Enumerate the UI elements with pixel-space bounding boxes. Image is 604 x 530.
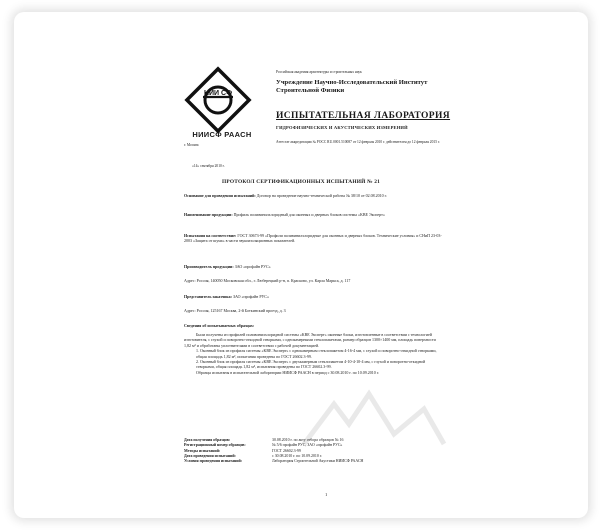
protocol-title: ПРОТОКОЛ СЕРТИФИКАЦИОННЫХ ИСПЫТАНИЙ № 21 xyxy=(222,179,381,185)
basis-label: Основание для проведения испытаний: xyxy=(184,193,256,198)
institute-name: Учреждение Научно-Исследовательский Институт Строительной Физики xyxy=(276,79,428,94)
table-key: Регистрационный номер образцов: xyxy=(184,443,246,448)
product-text: Профиль поливинилхлоридный для оконных и дверных блоков системы «KBE Эксперт» xyxy=(233,212,385,217)
paragraph-customer-address: Адрес: Россия, 125167 Москва, 2-й Боткинский проезд, д. 3 xyxy=(184,308,286,313)
samples-label: Сведения об испытываемых образцах: xyxy=(184,323,255,328)
customer-label: Представитель заказчика: xyxy=(184,294,232,299)
logo-org-name: НИИСФ РААСН xyxy=(192,130,252,139)
standard-label: Испытания на соответствие: xyxy=(184,233,237,238)
table-key: Методы испытаний: xyxy=(184,448,221,453)
manufacturer-label: Производитель продукции: xyxy=(184,264,234,269)
document-sheet xyxy=(14,12,588,518)
paragraph-customer xyxy=(184,294,442,299)
manufacturer-text: ЗАО «профайн РУС» xyxy=(234,264,271,269)
table-key: Условия проведения испытаний: xyxy=(184,459,243,464)
samples-text: Были получены из профилей поливинилхлоридной системы «KBE Эксперт» оконные блоки, изготовленные в соответствии с технологией изготовителя, с глухой и поворотно-откидной створками, с однокамерными стеклопакетами, размер образцов 1300×1400 мм, площадь поверхности 1,82 м² и обработаны уплотнителями в соответствии с рабочей документацией. xyxy=(184,332,436,348)
protocol-date: «14» сентября 2010 г. xyxy=(192,164,225,168)
logo-initials: НИИ СФ xyxy=(203,90,233,97)
sample-item-2: 2. Оконный блок из профиля системы «KBE Эксперт» с двухкамерным стеклопакетом 4-10-4-10-4 мм, с глухой и поворотно-откидной створками, общая площадь 1,82 м², испытания проведены по ГОСТ 26602.3-99. xyxy=(196,359,426,370)
paragraph-manufacturer xyxy=(184,264,442,269)
paragraph-samples-label xyxy=(184,323,442,328)
paragraph-manufacturer-address: Адрес: Россия, 140050 Московская обл., г. Люберецкий р-н, п. Красково, ул. Карла Маркса, д. 117 xyxy=(184,278,351,283)
org-top-line: Российская академия архитектуры и строительных наук xyxy=(276,70,362,74)
institute-logo-icon xyxy=(184,66,252,134)
paragraph-samples xyxy=(184,332,442,375)
sample-info-table xyxy=(184,438,442,464)
samples-tested-text: Образцы испытаны в испытательной лаборатории НИИСФ РААСН в период с 30.08.2010 г. по 10.09.2010 г. xyxy=(196,369,379,375)
product-label: Наименование продукции: xyxy=(184,212,233,217)
paragraph-standard xyxy=(184,233,442,244)
table-row xyxy=(184,459,442,464)
lab-title: ИСПЫТАТЕЛЬНАЯ ЛАБОРАТОРИЯ xyxy=(276,111,451,121)
paragraph-product xyxy=(184,212,442,217)
city: г. Москва xyxy=(184,143,199,147)
table-value: № 5/6 профайн РУС, ЗАО «профайн РУС» xyxy=(272,443,343,448)
table-value: 30.08.2010 г. по акту отбора образцов № 16 xyxy=(272,438,344,442)
customer-text: ЗАО «профайн РУС» xyxy=(232,294,269,299)
paragraph-basis xyxy=(184,193,442,198)
table-value: с 30.08.2010 г. по 10.09.2010 г. xyxy=(272,453,322,458)
basis-text: Договор на проведение научно-технической работы № 38/10 от 02.08.2010 г. xyxy=(256,193,387,198)
page-number: 1 xyxy=(325,492,328,497)
accreditation-line: Аттестат аккредитации № РОСС RU.0001.510087 от 12 февраля 2010 г. действителен до 12 февраля 2015 г. xyxy=(276,140,440,144)
table-value: Лаборатория Строительной Акустики НИИСФ РААСН xyxy=(272,459,364,464)
table-value: ГОСТ 26602.3-99 xyxy=(272,448,301,453)
sample-item-1: 1. Оконный блок из профиля системы «KBE Эксперт» с однокамерным стеклопакетом 4-16-4 мм, с глухой и поворотно-откидной створками, общая площадь 1,82 м², испытания проведены по ГОСТ 26602.3-99. xyxy=(196,348,437,359)
standard-text: ГОСТ 30673-99 «Профили поливинилхлоридные для оконных и дверных блоков. Технические условия» и СНиП 23-03-2003 «Защита от шума» в части звукоизоляционных показателей. xyxy=(184,233,442,244)
table-key: Дата получения образцов: xyxy=(184,438,231,442)
table-key: Дата проведения испытаний: xyxy=(184,453,236,458)
lab-subtitle: ГИДРОФИЗИЧЕСКИХ И АКУСТИЧЕСКИХ ИЗМЕРЕНИЙ xyxy=(276,125,408,130)
